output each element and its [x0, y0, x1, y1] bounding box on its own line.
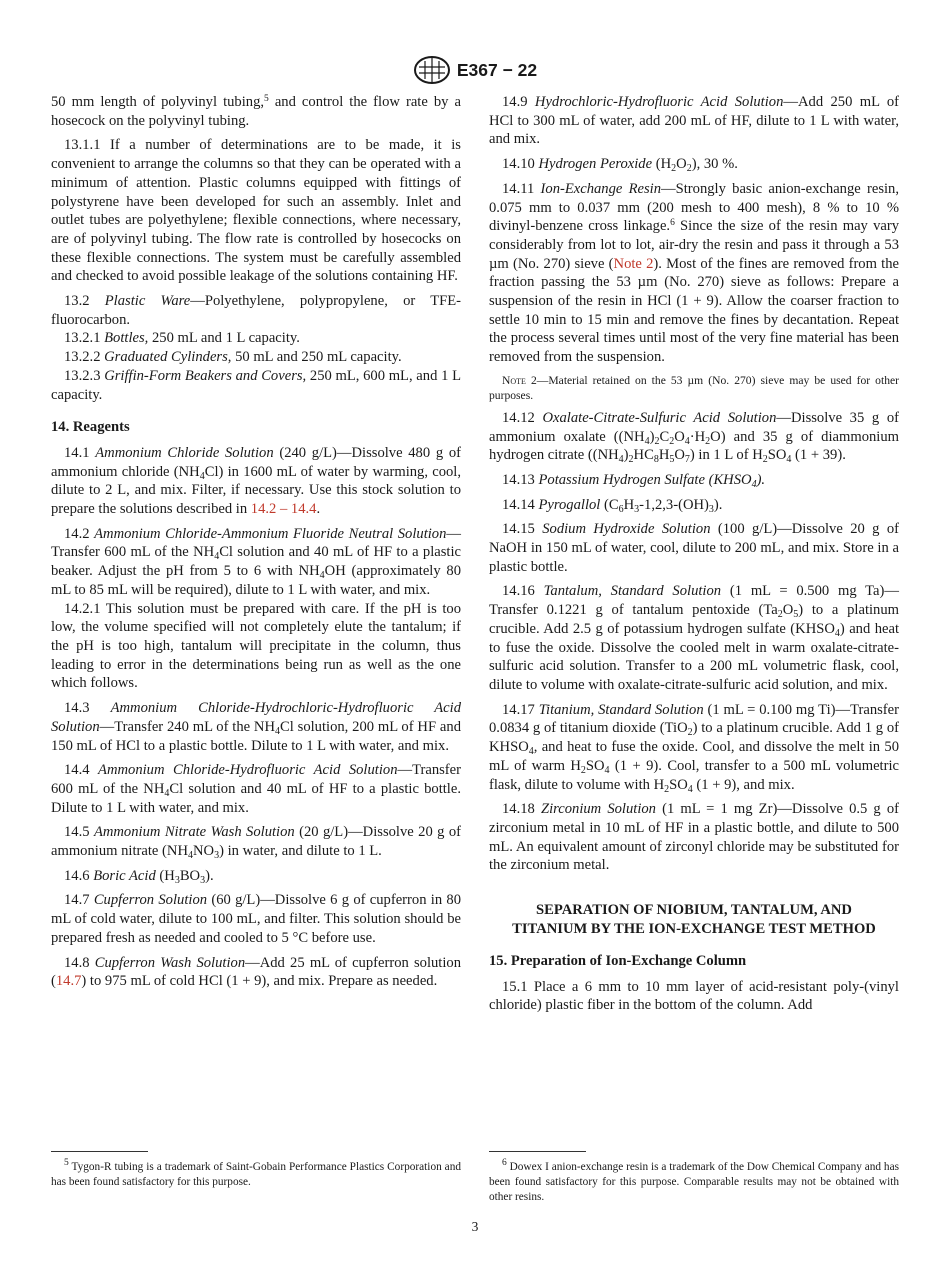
section-heading-15: 15. Preparation of Ion-Exchange Column — [489, 953, 747, 970]
paragraph-14-13: 14.13 Potassium Hydrogen Sulfate $(KHSO_4)$. — [502, 471, 766, 490]
paragraph-14-2: 14.2 Ammonium Chloride-Ammonium Fluoride Neutral Solution—Transfer 600 mL of the $NH_4Cl$ solution and 40 mL of HF to a plastic beaker. Adjust the pH from 5 to 6 with $NH_4OH$ (approximately 80 mL to 85 mL will be required), dilute to 1 L with water, and mix. — [51, 525, 461, 598]
paragraph-13-1-1: 13.1.1 If a number of determinations are to be made, it is convenient to arrange the columns so that they can be operated with a minimum of attention. Plastic columns equipped with fittings of polystyrene have been developed for such an assembly. Inlet and outlet tubes are polyethylene; flexible connections, where necessary, are of polyvinyl tubing. The flow rate is controlled by hosecocks on these flexible connections. The system must be carefully assembled and checked to avoid possible leakage of the solutions containing HF. — [51, 137, 461, 285]
page-number: 3 — [471, 1219, 479, 1234]
paragraph-14-9: 14.9 Hydrochloric-Hydrofluoric Acid Solution—Add 250 mL of HCl to 300 mL of water, add 200 mL of HF, dilute to 1 L with water, and mix. — [489, 94, 899, 148]
paragraph-14-18: 14.18 Zirconium Solution (1 mL = 1 mg Zr)—Dissolve 0.5 g of zirconium metal in 10 mL of HF in a plastic bottle, and dilute to 500 mL. An equivalent amount of zirconyl chloride may be substituted for the zirconium metal. — [489, 801, 899, 874]
paragraph-14-1: 14.1 Ammonium Chloride Solution (240 g/L)—Dissolve 480 g of ammonium chloride $(NH_4Cl)$ in 1600 mL of water by warming, cool, dilute to 2 L, and mix. Filter, if necessary. Use this stock solution to prepare the solutions described in 14.2 – 14.4. — [51, 444, 462, 518]
paragraph-13-2-1: 13.2.1 Bottles, 250 mL and 1 L capacity. — [64, 330, 300, 347]
paragraph-14-17: 14.17 Titanium, Standard Solution (1 mL = 0.100 mg Ti)—Transfer 0.0834 g of titanium dioxide (TiO$_2$) to a platinum crucible. Add 1 g of $KHSO_4$, and heat to fuse the oxide. Cool, and dissolve the melt in 50 mL of warm $H_2SO_4$ (1 + 9). Cool, transfer to a 500 mL volumetric flask, dilute to volume with $H_2SO_4$ (1 + 9), and mix. — [489, 701, 900, 795]
paragraph-14-6: 14.6 Boric Acid $(H_3BO_3)$. — [64, 867, 214, 886]
paragraph-14-10: 14.10 Hydrogen Peroxide $(H_2O_2)$, 30 %. — [502, 156, 738, 175]
paragraph-14-8: 14.8 Cupferron Wash Solution—Add 25 mL of cupferron solution (14.7) to 975 mL of cold HCl (1 + 9), and mix. Prepare as needed. — [51, 954, 462, 990]
paragraph-13-2: 13.2 Plastic Ware—Polyethylene, polypropylene, or TFE-fluorocarbon. — [51, 293, 461, 328]
footnote-rule-right — [489, 1151, 586, 1152]
footnote-ref-6[interactable]: 6 — [670, 218, 675, 229]
paragraph-14-5: 14.5 Ammonium Nitrate Wash Solution (20 g/L)—Dissolve 20 g of ammonium nitrate $(NH_4NO_3)$ in water, and dilute to 1 L. — [51, 824, 461, 862]
paragraph-14-12: 14.12 Oxalate-Citrate-Sulfuric Acid Solution—Dissolve 35 g of ammonium oxalate $((NH_4)_2C_2O_4\cdot H_2O)$ and 35 g of diammonium hydrogen citrate $((NH_4)_2HC_8H_5O_7)$ in 1 L of $H_2SO_4$ (1 + 39). — [489, 409, 900, 466]
paragraph-14-3: 14.3 Ammonium Chloride-Hydrochloric-Hydrofluoric Acid Solution—Transfer 240 mL of the $NH_4Cl$ solution, 200 mL of HF and 150 mL of HCl to a plastic bottle. Dilute to 1 L with water, and mix. — [51, 700, 461, 754]
note-2: Note 2—Material retained on the 53 µm (No. 270) sieve may be used for other purposes. — [489, 373, 899, 402]
document-id: E367 − 22 — [456, 59, 538, 80]
astm-logo-icon — [413, 55, 451, 85]
footnote-ref-5[interactable]: 5 — [264, 94, 269, 104]
right-column — [489, 93, 899, 1021]
paragraph-14-15: 14.15 Sodium Hydroxide Solution (100 g/L)—Dissolve 20 g of NaOH in 150 mL of water, cool, dilute to 200 mL, and mix. Store in a plastic bottle. — [489, 521, 900, 575]
left-column — [51, 93, 461, 997]
paragraph-14-16: 14.16 Tantalum, Standard Solution (1 mL = 0.500 mg Ta)—Transfer 0.1221 g of tantalum pentoxide $(Ta_2O_5)$ to a platinum crucible. Add 2.5 g of potassium hydrogen sulfate $(KHSO_4)$ and heat to fuse the oxide. Dissolve the cooled melt in warm oxalate-citrate-sulfuric acid solution. Transfer to a 200 mL volumetric flask, cool, dilute to volume with oxalate-citrate-sulfuric acid solution, and mix. — [489, 583, 899, 693]
paragraph-14-4: 14.4 Ammonium Chloride-Hydrofluoric Acid Solution—Transfer 600 mL of the $NH_4Cl$ solution and 40 mL of HF to a plastic bottle. Dilute to 1 L with water, and mix. — [51, 762, 462, 816]
paragraph-15-1: 15.1 Place a 6 mm to 10 mm layer of acid-resistant poly-(vinyl chloride) plastic fiber in the bottom of the column. Add — [489, 978, 899, 1014]
paragraph-14-14: 14.14 Pyrogallol $(C_6H_3-1,2,3-(OH)_3)$. — [502, 496, 723, 515]
link-14-7[interactable]: 14.7 — [55, 973, 82, 990]
paragraph-14-11: 14.11 Ion-Exchange Resin—Strongly basic anion-exchange resin, 0.075 mm to 0.037 mm (200 mesh to 400 mesh), 8 % to 10 % divinyl-benzene cross linkage.$^6$ Since the size of the resin may vary considerably from lot to lot, air-dry the resin and pass it through a 53 µm (No. 270) sieve (Note 2). Most of the fines are removed from the fraction passing the 53 µm (No. 270) sieve as follows: Prepare a suspension of the resin in HCl (1 + 9). Allow the coarser fraction to settle 10 min to 15 min and remove the fines by decantation. Repeat the process several times until most of the very fine material has been removed from the suspension. — [489, 180, 900, 366]
page-header — [0, 54, 950, 86]
paragraph-14-2-1: 14.2.1 This solution must be prepared with care. If the pH is too low, the volume specified will not completely elute the tantalum; if the pH is too high, tantalum will precipitate in the column, thus leading to error in the determinations being run as well as the one which follows. — [51, 600, 461, 692]
paragraph-13-2-3: 13.2.3 Griffin-Form Beakers and Covers, 250 mL, 600 mL, and 1 L capacity. — [51, 367, 461, 403]
paragraph-13-2-2: 13.2.2 Graduated Cylinders, 50 mL and 250 mL capacity. — [64, 349, 402, 366]
section-title-separation: SEPARATION OF NIOBIUM, TANTALUM, AND TITANIUM BY THE ION-EXCHANGE TEST METHOD — [512, 902, 876, 937]
link-14-2-14-4[interactable]: 14.2 – 14.4 — [250, 501, 317, 518]
paragraph-13-1-cont: 50 mm length of polyvinyl tubing,$^5$ and control the flow rate by a hosecock on the polyvinyl tubing. — [51, 94, 461, 129]
section-heading-reagents: 14. Reagents — [51, 419, 130, 436]
link-note-2[interactable]: Note 2 — [613, 255, 654, 272]
footnote-rule-left — [51, 1151, 148, 1152]
paragraph-14-7: 14.7 Cupferron Solution (60 g/L)—Dissolve 6 g of cupferron in 80 mL of cold water, dilute to 100 mL, and filter. This solution should be prepared fresh as needed and cooled to 5 °C before use. — [51, 892, 462, 946]
footnote-6: $^6$ Dowex I anion-exchange resin is a trademark of the Dow Chemical Company and has been found satisfactory for this purpose. Comparable results may not be obtained with other resins. — [489, 1158, 899, 1203]
footnote-5: $^5$ Tygon-R tubing is a trademark of Saint-Gobain Performance Plastics Corporation and has been found satisfactory for this purpose. — [51, 1158, 461, 1188]
